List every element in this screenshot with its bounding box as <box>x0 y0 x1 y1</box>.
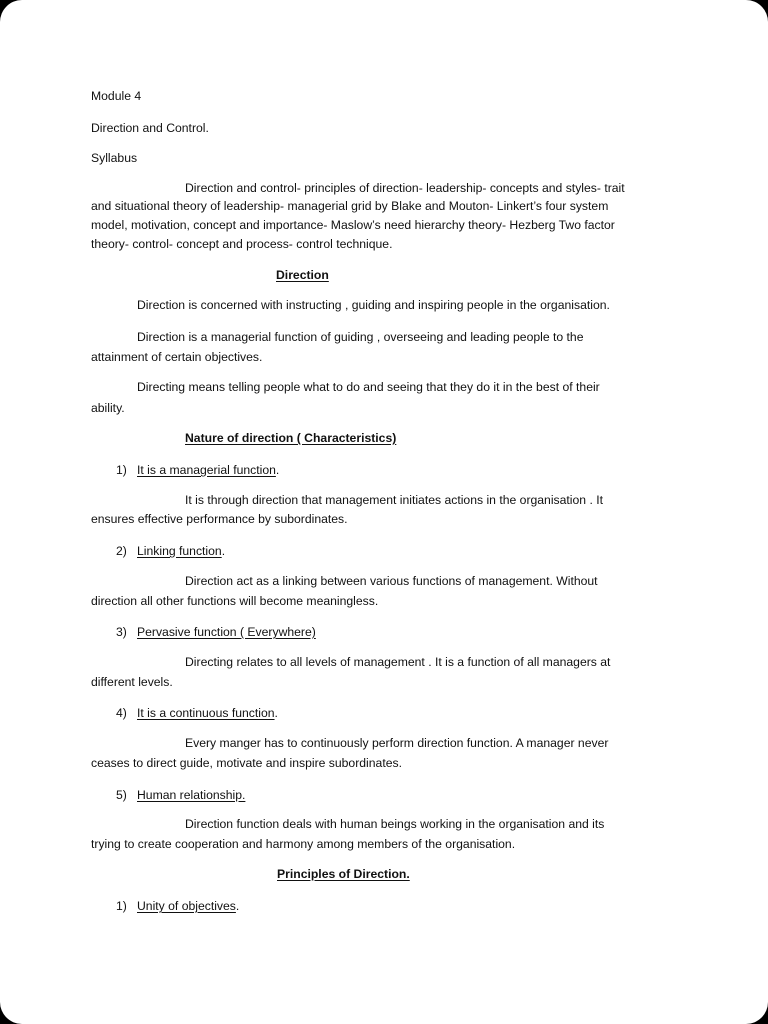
definition-line: Direction is concerned with instructing , guiding and inspiring people in the organisation. <box>137 298 610 312</box>
list-item-title-text: Pervasive function ( Everywhere) <box>137 625 316 639</box>
list-item-title <box>137 463 279 478</box>
list-number: 1) <box>116 899 127 913</box>
list-item-title-text: It is a managerial function <box>137 463 276 477</box>
list-item-title <box>137 625 316 640</box>
list-item-body: ceases to direct guide, motivate and inspire subordinates. <box>91 756 402 770</box>
list-item-body: different levels. <box>91 675 173 689</box>
list-item-body: Every manger has to continuously perform direction function. A manager never <box>185 736 609 750</box>
list-item-title-text: Unity of objectives <box>137 899 236 913</box>
list-item-title-suffix: . <box>235 899 240 913</box>
list-item-body: Directing relates to all levels of management . It is a function of all managers at <box>185 655 611 669</box>
list-item-title-text: Human relationship. <box>137 788 246 802</box>
list-item-title <box>137 899 239 914</box>
syllabus-line: model, motivation, concept and importance- Maslow’s need hierarchy theory- Hezberg Two factor <box>91 218 615 232</box>
nature-heading: Nature of direction ( Characteristics) <box>185 431 397 445</box>
list-item-body: Direction function deals with human beings working in the organisation and its <box>185 817 605 831</box>
list-item-body: ensures effective performance by subordinates. <box>91 512 348 526</box>
syllabus-line: theory- control- concept and process- control technique. <box>91 237 393 251</box>
principles-heading: Principles of Direction. <box>277 867 410 881</box>
list-number: 2) <box>116 544 127 558</box>
list-item-body: direction all other functions will become meaningless. <box>91 594 379 608</box>
list-item-body: Direction act as a linking between various functions of management. Without <box>185 574 598 588</box>
list-number: 1) <box>116 463 127 477</box>
list-item-title-text: Linking function <box>137 544 222 558</box>
syllabus-line: Direction and control- principles of direction- leadership- concepts and styles- trait <box>185 181 625 195</box>
module-label: Module 4 <box>91 89 142 103</box>
list-item-title <box>137 788 245 803</box>
list-item-body: It is through direction that management initiates actions in the organisation . It <box>185 493 603 507</box>
document-title: Direction and Control. <box>91 121 209 135</box>
list-item-title-suffix: . <box>274 706 278 720</box>
list-number: 3) <box>116 625 127 639</box>
definition-line: Direction is a managerial function of guiding , overseeing and leading people to the <box>137 330 584 344</box>
list-item-body: trying to create cooperation and harmony among members of the organisation. <box>91 837 516 851</box>
list-number: 4) <box>116 706 127 720</box>
syllabus-label: Syllabus <box>91 151 138 165</box>
list-item-title <box>137 544 225 559</box>
syllabus-line: and situational theory of leadership- managerial grid by Blake and Mouton- Linkert’s four system <box>91 199 609 213</box>
definition-line: attainment of certain objectives. <box>91 350 263 364</box>
list-item-title-suffix: . <box>275 463 280 477</box>
direction-heading: Direction <box>276 268 329 282</box>
list-number: 5) <box>116 788 127 802</box>
definition-line: Directing means telling people what to do and seeing that they do it in the best of their <box>137 380 600 394</box>
list-item-title <box>137 706 278 721</box>
definition-line: ability. <box>91 401 125 415</box>
list-item-title-suffix: . <box>221 544 226 558</box>
list-item-title-text: It is a continuous function <box>137 706 275 720</box>
